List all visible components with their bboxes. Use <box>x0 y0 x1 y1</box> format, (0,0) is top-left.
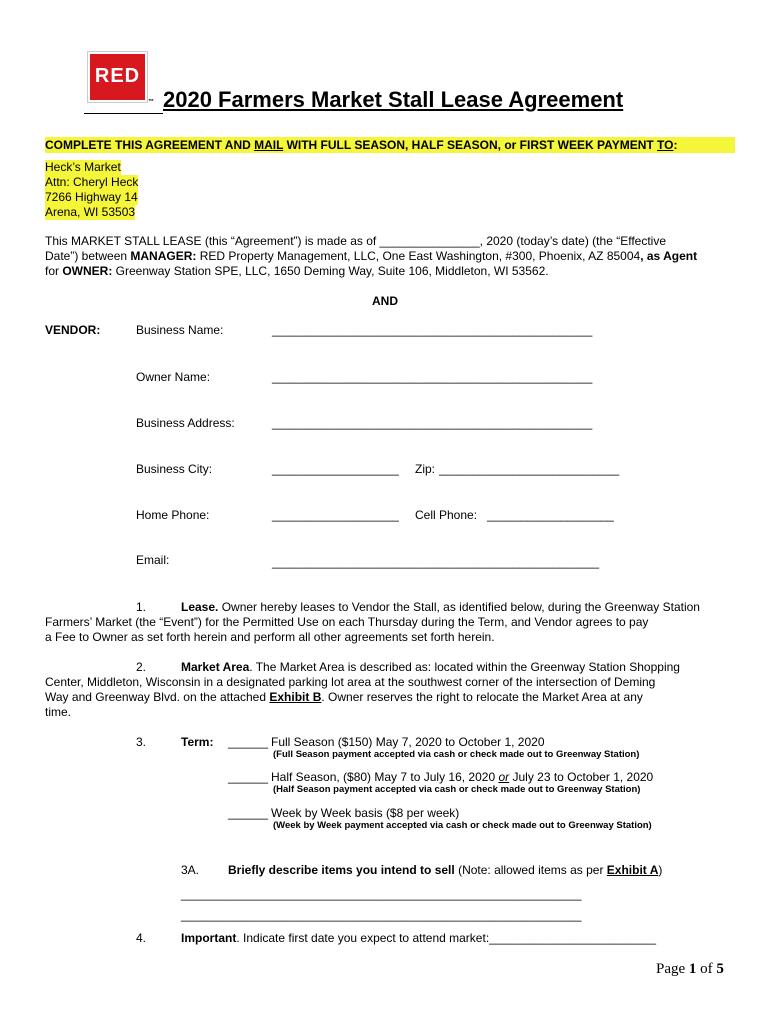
cell-phone-label: Cell Phone: <box>415 508 478 522</box>
section-3-number: 3. <box>136 735 147 749</box>
section-4-line <box>181 931 656 945</box>
cell-phone-field[interactable]: ___________________ <box>487 508 614 522</box>
section-4-number: 4. <box>136 931 147 945</box>
banner-to: TO <box>657 138 674 152</box>
half-season-note: (Half Season payment accepted via cash or check made out to Greenway Station) <box>273 784 641 795</box>
section-1-line-3: a Fee to Owner as set forth herein and perform all other agreements set forth herein. <box>45 630 495 644</box>
zip-label: Zip: <box>415 462 436 476</box>
owner-name-label: Owner Name: <box>136 370 211 384</box>
full-season-note: (Full Season payment accepted via cash or check made out to Greenway Station) <box>273 749 640 760</box>
section-2-line-4: time. <box>45 705 72 719</box>
email-field[interactable]: _________________________________________________ <box>272 555 600 569</box>
exhibit-a-link: Exhibit A <box>606 863 659 877</box>
full-season-blank[interactable]: ______ <box>228 735 269 749</box>
section-1-line-1 <box>181 600 726 615</box>
section-4-heading: Important <box>181 931 237 945</box>
section-3a-line <box>228 863 662 877</box>
half-season-text-a: Half Season, ($80) May 7 to July 16, 2020 <box>271 770 499 784</box>
section-1-heading: Lease. <box>181 600 219 614</box>
items-line-1[interactable]: ____________________________________________________________ <box>181 887 582 901</box>
term-heading: Term: <box>181 735 214 749</box>
agent-text: , as Agent <box>640 249 698 263</box>
home-phone-label: Home Phone: <box>136 508 210 522</box>
week-option: Week by Week basis ($8 per week) <box>271 806 460 820</box>
mailing-instruction-banner <box>45 137 735 153</box>
home-phone-field[interactable]: ___________________ <box>272 508 399 522</box>
business-address-label: Business Address: <box>136 416 235 430</box>
banner-text-1: COMPLETE THIS AGREEMENT AND <box>45 138 255 152</box>
banner-colon: : <box>673 138 678 152</box>
section-2-text-a: Way and Greenway Blvd. on the attached <box>45 690 270 704</box>
section-1-text: Owner hereby leases to Vendor the Stall, as identified below, during the Greenway Station <box>218 600 700 614</box>
owner-label: OWNER: <box>62 264 113 278</box>
red-logo-text: RED <box>94 65 141 87</box>
address-line-4: Arena, WI 53503 <box>45 205 136 219</box>
half-season-or: or <box>498 770 510 784</box>
business-address-field[interactable]: ________________________________________________ <box>272 416 593 430</box>
document-title: 2020 Farmers Market Stall Lease Agreement <box>163 87 624 112</box>
intro-text: Date”) between <box>45 249 131 263</box>
section-2-number: 2. <box>136 660 147 674</box>
business-city-field[interactable]: ___________________ <box>272 462 399 476</box>
first-date-field[interactable]: . Indicate first date you expect to attend market:_________________________ <box>236 931 656 945</box>
manager-label: MANAGER: <box>130 249 197 263</box>
business-city-label: Business City: <box>136 462 213 476</box>
intro-line-2 <box>45 249 726 264</box>
manager-text: RED Property Management, LLC, One East Washington, #300, Phoenix, AZ 85004 <box>196 249 641 263</box>
zip-field[interactable]: ___________________________ <box>439 462 620 476</box>
page-of: of <box>696 961 717 977</box>
section-3a-close: ) <box>658 863 663 877</box>
section-1-number: 1. <box>136 600 147 614</box>
banner-text-2: WITH FULL SEASON, HALF SEASON, or FIRST WEEK PAYMENT <box>283 138 658 152</box>
and-label: AND <box>372 294 398 308</box>
section-2-text-b: . Owner reserves the right to relocate the Market Area at any <box>321 690 643 704</box>
section-2-line-3 <box>45 690 726 705</box>
intro-line-3 <box>45 264 726 279</box>
intro-for: for <box>45 264 63 278</box>
red-logo <box>84 47 147 105</box>
exhibit-b-link: Exhibit B <box>269 690 322 704</box>
banner-mail: MAIL <box>254 138 284 152</box>
section-2-text: . The Market Area is described as: located within the Greenway Station Shopping <box>249 660 680 674</box>
address-line-1: Heck’s Market <box>45 160 121 174</box>
section-2-heading: Market Area <box>181 660 250 674</box>
section-3a-note: (Note: allowed items as per <box>454 863 607 877</box>
section-1-line-2: Farmers’ Market (the “Event”) for the Permitted Use on each Thursday during the Term, and Vendor agrees to pay <box>45 615 649 629</box>
week-note: (Week by Week payment accepted via cash or check made out to Greenway Station) <box>273 820 652 831</box>
address-line-3: 7266 Highway 14 <box>45 190 138 204</box>
section-2-line-2: Center, Middleton, Wisconsin in a designated parking lot area at the southwest corner of the intersection of Deming <box>45 675 656 689</box>
page-total: 5 <box>716 961 724 977</box>
title-rule <box>84 113 163 114</box>
page-label: Page <box>656 961 689 977</box>
address-line-2: Attn: Cheryl Heck <box>45 175 139 189</box>
vendor-label: VENDOR: <box>45 323 101 337</box>
email-label: Email: <box>136 553 170 567</box>
page-current: 1 <box>688 961 697 977</box>
intro-line-1: This MARKET STALL LEASE (this “Agreement”) is made as of _______________, 2020 (today’s date) (the “Effective <box>45 234 666 248</box>
half-season-blank[interactable]: ______ <box>228 770 269 784</box>
section-3a-heading: Briefly describe items you intend to sell <box>228 863 455 877</box>
half-season-option <box>271 770 653 784</box>
full-season-option: Full Season ($150) May 7, 2020 to October 1, 2020 <box>271 735 545 749</box>
page-number <box>656 961 724 978</box>
business-name-field[interactable]: ________________________________________________ <box>272 323 593 337</box>
business-name-label: Business Name: <box>136 323 224 337</box>
section-2-line-1 <box>181 660 726 675</box>
trademark-symbol: ™ <box>148 99 154 105</box>
items-line-2[interactable]: ____________________________________________________________ <box>181 908 582 922</box>
half-season-text-b: July 23 to October 1, 2020 <box>509 770 654 784</box>
owner-text: Greenway Station SPE, LLC, 1650 Deming Way, Suite 106, Middleton, WI 53562. <box>112 264 549 278</box>
red-logo-box <box>88 52 147 102</box>
owner-name-field[interactable]: ________________________________________________ <box>272 370 593 384</box>
week-blank[interactable]: ______ <box>228 806 269 820</box>
section-3a-number: 3A. <box>181 863 200 877</box>
